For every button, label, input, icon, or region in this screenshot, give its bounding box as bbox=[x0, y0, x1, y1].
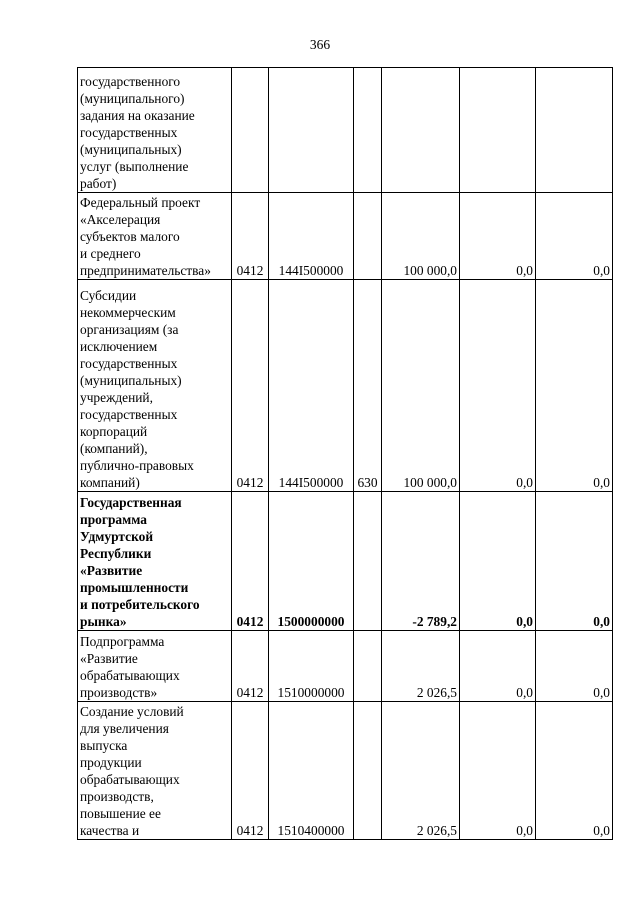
amount-cell-2: 0,0 bbox=[460, 492, 536, 631]
row-name-line: некоммерческим bbox=[80, 305, 176, 320]
row-name-line: «Развитие bbox=[80, 563, 143, 578]
expense-type-cell bbox=[354, 492, 382, 631]
table-row bbox=[78, 492, 613, 631]
row-name-line: задания на оказание bbox=[80, 108, 195, 123]
row-name-line: и потребительского bbox=[80, 597, 200, 612]
row-name-line: промышленности bbox=[80, 580, 189, 595]
amount-cell-3: 0,0 bbox=[536, 280, 613, 492]
section-cell: 0412 bbox=[232, 280, 269, 492]
row-name-line: Государственная bbox=[80, 495, 182, 510]
section-cell: 0412 bbox=[232, 702, 269, 840]
row-name-line: «Развитие bbox=[80, 651, 138, 666]
table-row bbox=[78, 193, 613, 280]
section-cell: 0412 bbox=[232, 193, 269, 280]
amount-cell-2: 0,0 bbox=[460, 193, 536, 280]
row-name-line: Федеральный проект bbox=[80, 195, 201, 210]
row-name-line: государственных bbox=[80, 407, 178, 422]
row-name-line: производств, bbox=[80, 789, 154, 804]
row-name-line: исключением bbox=[80, 339, 158, 354]
row-name-line: обрабатывающих bbox=[80, 772, 180, 787]
row-name-line: государственного bbox=[80, 74, 181, 89]
row-name-line: субъектов малого bbox=[80, 229, 180, 244]
row-name-line: компаний) bbox=[80, 475, 140, 490]
row-name-line: учреждений, bbox=[80, 390, 153, 405]
amount-cell-3: 0,0 bbox=[536, 492, 613, 631]
row-name-line: (муниципальных) bbox=[80, 142, 182, 157]
expense-type-cell bbox=[354, 68, 382, 193]
amount-cell-2: 0,0 bbox=[460, 702, 536, 840]
amount-cell-1: 2 026,5 bbox=[382, 631, 460, 702]
row-name-line: производств» bbox=[80, 685, 158, 700]
row-name-cell bbox=[78, 193, 232, 280]
row-name-line: Подпрограмма bbox=[80, 634, 165, 649]
row-name-line: «Акселерация bbox=[80, 212, 161, 227]
row-name-line: и среднего bbox=[80, 246, 141, 261]
target-article-cell: 1510400000 bbox=[269, 702, 354, 840]
amount-cell-3 bbox=[536, 68, 613, 193]
row-name-line: корпораций bbox=[80, 424, 148, 439]
row-name-line: услуг (выполнение bbox=[80, 159, 189, 174]
amount-cell-3: 0,0 bbox=[536, 631, 613, 702]
row-name-line: (муниципальных) bbox=[80, 373, 182, 388]
amount-cell-2: 0,0 bbox=[460, 631, 536, 702]
row-name-line: Удмуртской bbox=[80, 529, 154, 544]
target-article-cell bbox=[269, 68, 354, 193]
amount-cell-2 bbox=[460, 68, 536, 193]
section-cell: 0412 bbox=[232, 631, 269, 702]
target-article-cell: 1510000000 bbox=[269, 631, 354, 702]
expense-type-cell bbox=[354, 702, 382, 840]
row-name-line: организациям (за bbox=[80, 322, 179, 337]
row-name-line: рынка» bbox=[80, 614, 127, 629]
row-name-cell bbox=[78, 68, 232, 193]
expense-type-cell bbox=[354, 193, 382, 280]
amount-cell-1: 100 000,0 bbox=[382, 280, 460, 492]
table-row bbox=[78, 702, 613, 840]
amount-cell-1 bbox=[382, 68, 460, 193]
row-name-line: Субсидии bbox=[80, 288, 137, 303]
row-name-cell bbox=[78, 492, 232, 631]
row-name-line: работ) bbox=[80, 176, 117, 191]
row-name-cell bbox=[78, 631, 232, 702]
target-article-cell: 144I500000 bbox=[269, 193, 354, 280]
amount-cell-1: 100 000,0 bbox=[382, 193, 460, 280]
expense-type-cell: 630 bbox=[354, 280, 382, 492]
row-name-line: Республики bbox=[80, 546, 152, 561]
budget-table bbox=[77, 67, 613, 840]
table-row bbox=[78, 68, 613, 193]
row-name-line: выпуска bbox=[80, 738, 128, 753]
amount-cell-1: 2 026,5 bbox=[382, 702, 460, 840]
row-name-line: программа bbox=[80, 512, 147, 527]
section-cell bbox=[232, 68, 269, 193]
row-name-line: государственных bbox=[80, 125, 178, 140]
row-name-line: продукции bbox=[80, 755, 142, 770]
row-name-line: (компаний), bbox=[80, 441, 148, 456]
target-article-cell: 144I500000 bbox=[269, 280, 354, 492]
row-name-line: обрабатывающих bbox=[80, 668, 180, 683]
table-row bbox=[78, 631, 613, 702]
row-name-line: публично-правовых bbox=[80, 458, 194, 473]
amount-cell-3: 0,0 bbox=[536, 193, 613, 280]
target-article-cell: 1500000000 bbox=[269, 492, 354, 631]
section-cell: 0412 bbox=[232, 492, 269, 631]
row-name-line: (муниципального) bbox=[80, 91, 185, 106]
row-name-cell bbox=[78, 702, 232, 840]
amount-cell-3: 0,0 bbox=[536, 702, 613, 840]
expense-type-cell bbox=[354, 631, 382, 702]
amount-cell-1: -2 789,2 bbox=[382, 492, 460, 631]
row-name-line: качества и bbox=[80, 823, 140, 838]
row-name-line: повышение ее bbox=[80, 806, 161, 821]
amount-cell-2: 0,0 bbox=[460, 280, 536, 492]
table-row bbox=[78, 280, 613, 492]
row-name-line: государственных bbox=[80, 356, 178, 371]
row-name-line: для увеличения bbox=[80, 721, 169, 736]
row-name-line: предпринимательства» bbox=[80, 263, 211, 278]
row-name-cell bbox=[78, 280, 232, 492]
row-name-line: Создание условий bbox=[80, 704, 184, 719]
page-number: 366 bbox=[309, 37, 331, 52]
